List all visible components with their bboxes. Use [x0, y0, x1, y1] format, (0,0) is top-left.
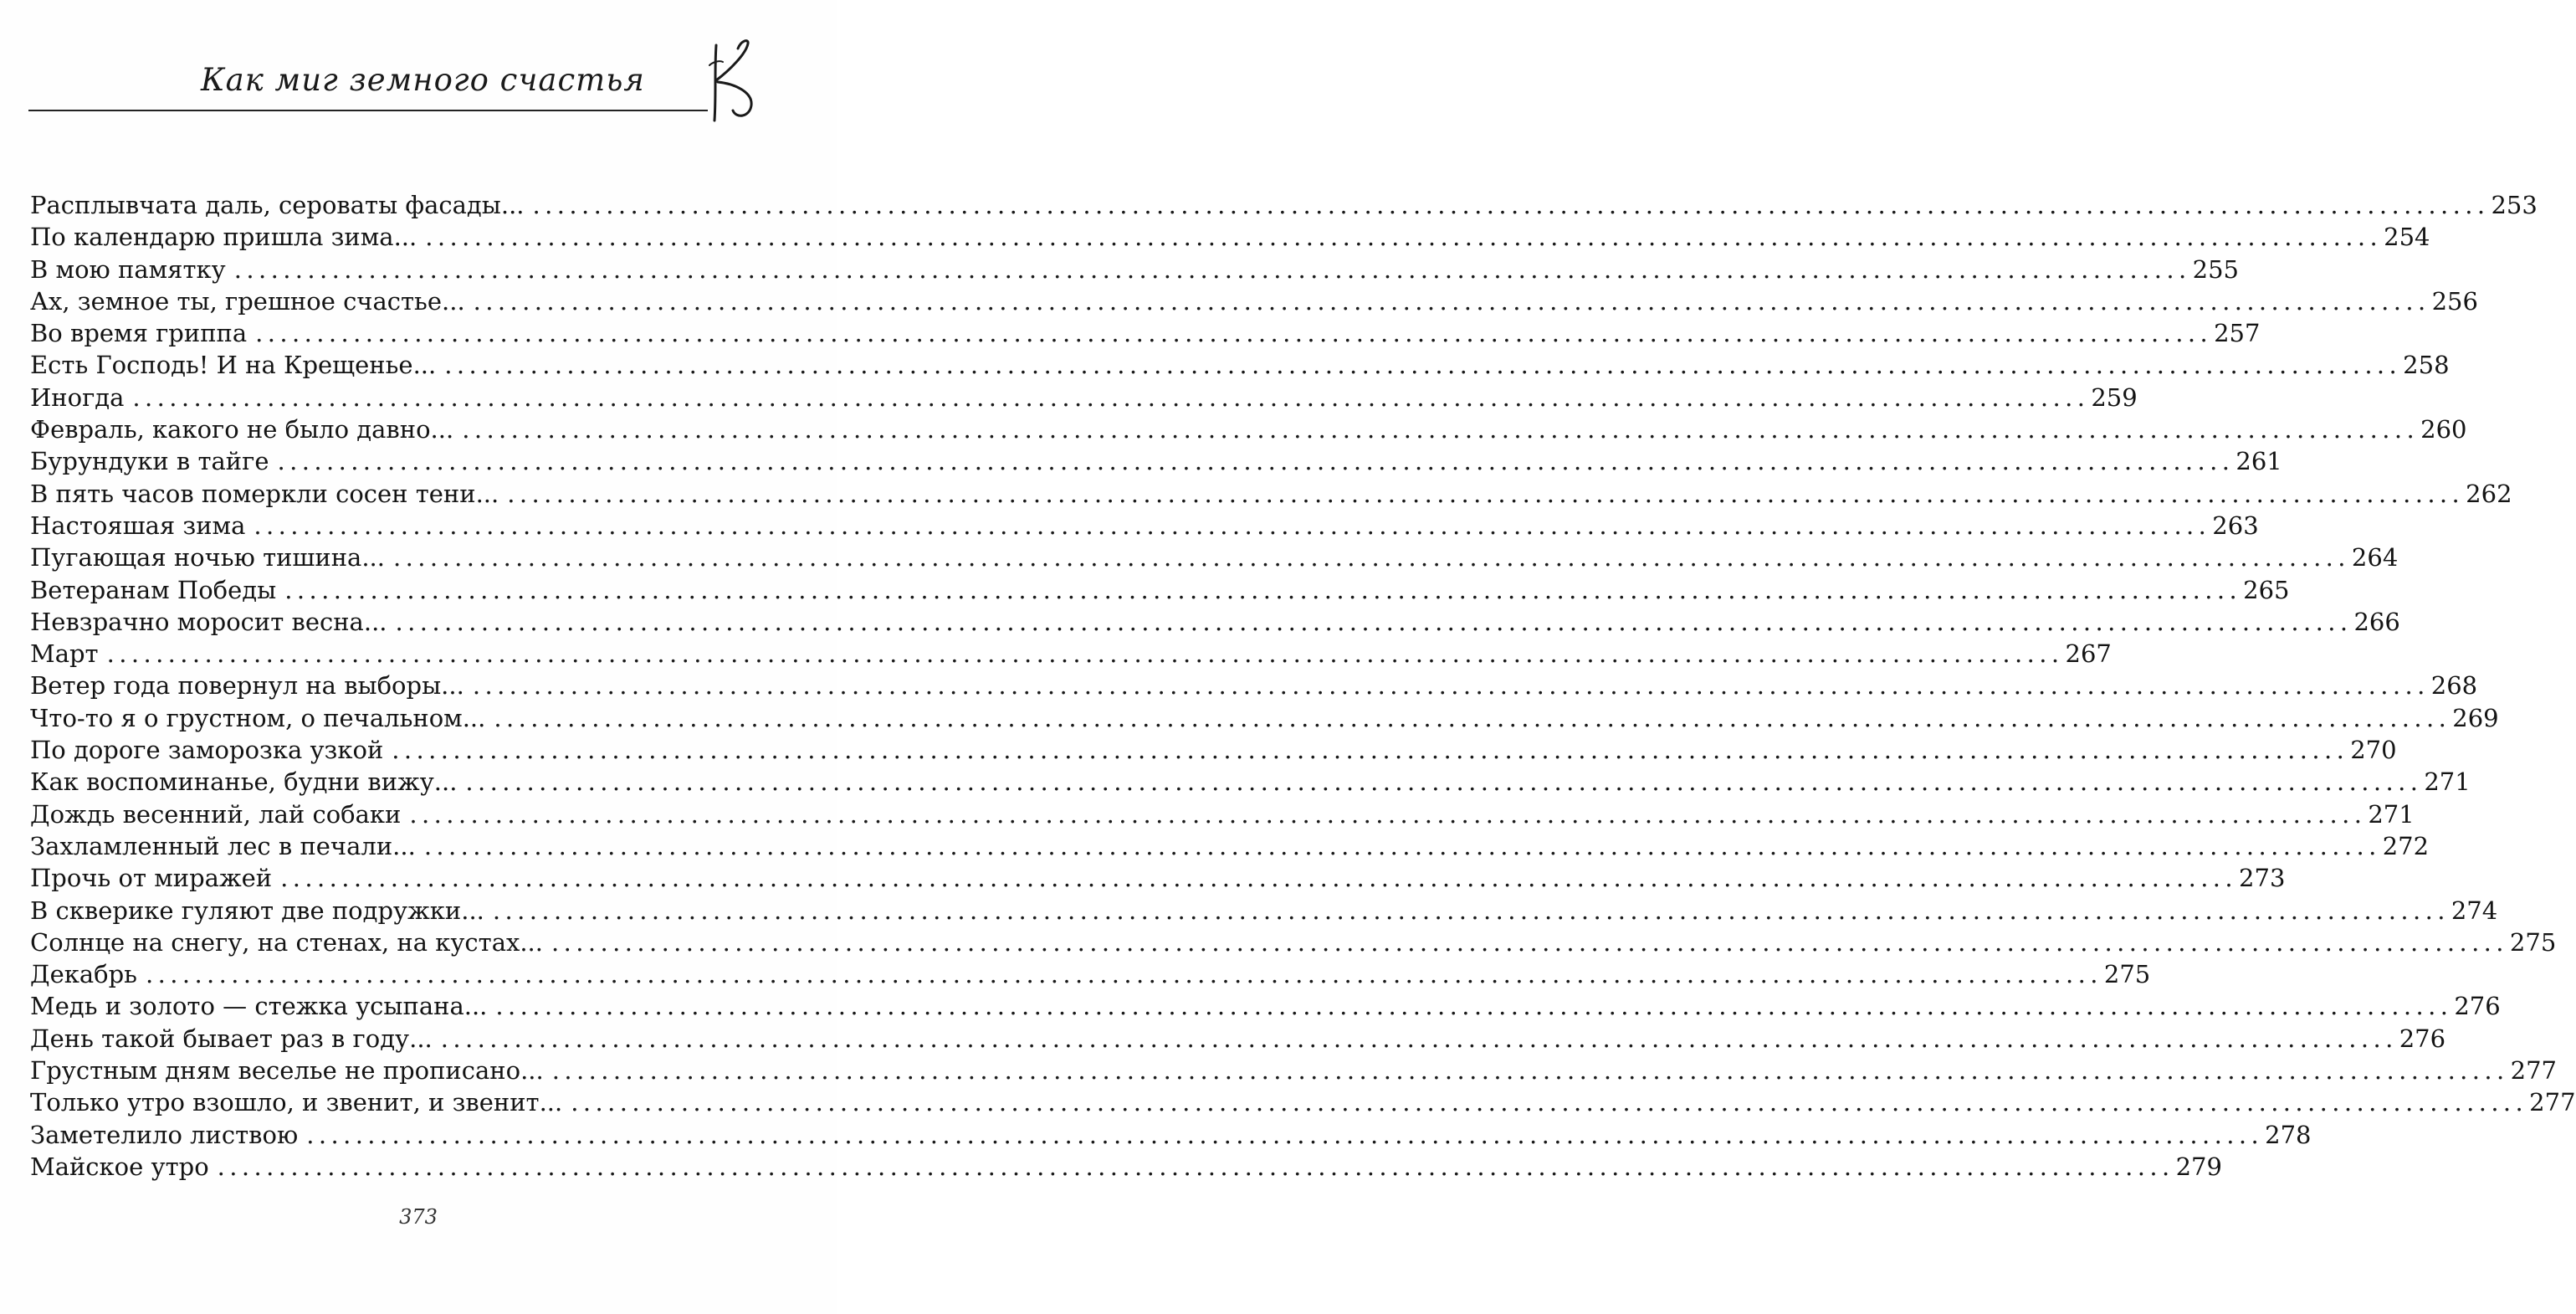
toc-entry	[30, 830, 2430, 862]
dot-leader: ................................................................................................................................................................	[393, 543, 2350, 572]
toc-entry	[30, 317, 2261, 349]
toc-entry	[30, 766, 2471, 798]
toc-entry-page: 257	[2214, 319, 2261, 348]
toc-entry-title: Ветер года повернул на выборы...	[30, 671, 464, 701]
toc-entry-title: Что-то я о грустном, о печальном...	[30, 703, 486, 732]
toc-entry-title: Грустным дням веселье не прописано...	[30, 1056, 544, 1086]
dot-leader: ................................................................................................................................................................	[423, 831, 2381, 860]
toc-entry-page: 267	[2065, 639, 2112, 669]
dot-leader: ................................................................................................................................................................	[233, 254, 2191, 284]
toc-entry-page: 278	[2265, 1120, 2312, 1149]
toc-entry-page: 265	[2243, 575, 2290, 604]
toc-entry	[30, 1055, 2558, 1086]
dot-leader: ................................................................................................................................................................	[444, 351, 2402, 380]
dot-leader: ................................................................................................................................................................	[532, 191, 2490, 219]
dot-leader: ................................................................................................................................................................	[440, 1024, 2398, 1053]
toc-entry	[30, 221, 2430, 253]
header-divider	[28, 110, 708, 111]
toc-entry-page: 254	[2384, 223, 2430, 252]
toc-entry-page: 253	[2491, 191, 2538, 219]
dot-leader: ................................................................................................................................................................	[392, 736, 2349, 765]
toc-entry-title: Захламленный лес в печали...	[30, 831, 416, 860]
dot-leader: ................................................................................................................................................................	[145, 960, 2102, 989]
dot-leader: ................................................................................................................................................................	[255, 319, 2213, 348]
running-header-title: Как миг земного счастья	[201, 62, 645, 98]
dot-leader: ................................................................................................................................................................	[551, 1056, 2509, 1086]
toc-entry-page: 273	[2239, 864, 2286, 893]
toc-entry	[30, 1023, 2446, 1055]
toc-entry-title: Как воспоминанье, будни вижу...	[30, 767, 458, 797]
toc-entry-title: В скверике гуляют две подружки...	[30, 896, 484, 925]
dot-leader: ................................................................................................................................................................	[465, 767, 2423, 797]
dot-leader: ................................................................................................................................................................	[284, 575, 2242, 604]
dot-leader: ................................................................................................................................................................	[551, 927, 2508, 957]
section-letter-glyph	[704, 37, 763, 129]
toc-entry-page: 271	[2368, 799, 2415, 829]
toc-entry	[30, 638, 2112, 670]
table-of-contents	[30, 189, 2576, 1183]
toc-entry-page: 261	[2235, 447, 2282, 476]
toc-entry-page: 271	[2424, 767, 2471, 797]
toc-entry-title: Есть Господь! И на Крещенье...	[30, 351, 437, 380]
toc-entry	[30, 926, 2557, 958]
toc-entry	[30, 1086, 2576, 1118]
toc-entry-page: 277	[2510, 1056, 2558, 1086]
toc-entry	[30, 574, 2290, 606]
toc-entry	[30, 510, 2259, 542]
toc-entry-page: 275	[2103, 960, 2151, 989]
toc-entry-title: Прочь от миражей	[30, 864, 273, 893]
toc-entry-page: 258	[2403, 351, 2450, 380]
toc-entry	[30, 1119, 2312, 1151]
toc-entry-title: Солнце на снегу, на стенах, на кустах...	[30, 927, 543, 957]
toc-entry-title: Медь и золото — стежка усыпана...	[30, 992, 488, 1021]
toc-entry-title: Настояшая зима	[30, 511, 246, 540]
toc-entry-title: Март	[30, 639, 99, 669]
dot-leader: ................................................................................................................................................................	[277, 447, 2235, 476]
running-header	[0, 0, 837, 134]
toc-entry-title: Ветеранам Победы	[30, 575, 277, 604]
dot-leader: ................................................................................................................................................................	[462, 415, 2420, 444]
toc-entry-page: 260	[2420, 415, 2467, 444]
dot-leader: ................................................................................................................................................................	[217, 1152, 2174, 1181]
toc-entry	[30, 349, 2450, 381]
toc-entry-title: В мою памятку	[30, 254, 226, 284]
toc-entry-title: Ах, земное ты, грешное счастье...	[30, 286, 465, 316]
toc-entry-title: Дождь весенний, лай собаки	[30, 799, 402, 829]
toc-entry-title: День такой бывает раз в году...	[30, 1024, 433, 1053]
dot-leader: ................................................................................................................................................................	[473, 286, 2430, 316]
page-number: 373	[399, 1205, 438, 1229]
toc-entry	[30, 254, 2239, 285]
toc-entry	[30, 1151, 2222, 1183]
toc-entry	[30, 285, 2478, 317]
toc-entry	[30, 478, 2512, 510]
dot-leader: ................................................................................................................................................................	[306, 1120, 2264, 1149]
toc-entry-page: 255	[2192, 254, 2239, 284]
toc-entry	[30, 382, 2138, 413]
toc-entry-page: 269	[2452, 703, 2499, 732]
toc-entry-page: 259	[2091, 382, 2138, 412]
toc-entry-page: 275	[2509, 927, 2557, 957]
dot-leader: ................................................................................................................................................................	[132, 382, 2090, 412]
toc-entry-page: 277	[2529, 1088, 2576, 1117]
toc-entry-title: Февраль, какого не было давно...	[30, 415, 454, 444]
toc-entry	[30, 606, 2400, 638]
toc-entry-title: По дороге заморозка узкой	[30, 736, 384, 765]
toc-entry-title: Бурундуки в тайге	[30, 447, 269, 476]
toc-entry-title: По календарю пришла зима...	[30, 223, 417, 252]
toc-entry	[30, 445, 2282, 477]
toc-entry-page: 270	[2350, 736, 2397, 765]
dot-leader: ................................................................................................................................................................	[106, 639, 2064, 669]
toc-entry-title: Иногда	[30, 382, 125, 412]
toc-entry-title: Декабрь	[30, 960, 137, 989]
toc-entry-page: 263	[2212, 511, 2259, 540]
toc-entry-title: Во время гриппа	[30, 319, 248, 348]
toc-entry	[30, 990, 2501, 1022]
toc-entry-title: Только утро взошло, и звенит, и звенит...	[30, 1088, 563, 1117]
dot-leader: ................................................................................................................................................................	[495, 992, 2453, 1021]
toc-entry-page: 279	[2175, 1152, 2222, 1181]
dot-leader: ................................................................................................................................................................	[571, 1088, 2528, 1117]
toc-entry-page: 274	[2451, 896, 2498, 925]
toc-entry-page: 276	[2454, 992, 2501, 1021]
toc-entry	[30, 958, 2151, 990]
toc-entry	[30, 702, 2499, 734]
dot-leader: ................................................................................................................................................................	[472, 671, 2430, 701]
dot-leader: ................................................................................................................................................................	[254, 511, 2211, 540]
dot-leader: ................................................................................................................................................................	[425, 223, 2383, 252]
toc-entry	[30, 413, 2467, 445]
toc-entry-page: 266	[2353, 607, 2400, 636]
dot-leader: ................................................................................................................................................................	[492, 896, 2450, 925]
toc-entry-page: 276	[2399, 1024, 2446, 1053]
toc-entry	[30, 895, 2498, 926]
toc-entry-title: Майское утро	[30, 1152, 209, 1181]
toc-entry-title: Пугающая ночью тишина...	[30, 543, 385, 572]
toc-entry-title: Расплывчата даль, сероваты фасады...	[30, 191, 525, 219]
toc-entry	[30, 670, 2478, 701]
toc-entry	[30, 862, 2286, 894]
toc-entry	[30, 542, 2399, 573]
toc-entry-page: 264	[2351, 543, 2399, 572]
toc-entry-title: Заметелило листвою	[30, 1120, 299, 1149]
dot-leader: ................................................................................................................................................................	[494, 703, 2451, 732]
toc-entry-title: В пять часов померкли сосен тени...	[30, 479, 499, 508]
toc-entry	[30, 734, 2397, 766]
dot-leader: ................................................................................................................................................................	[280, 864, 2238, 893]
toc-entry	[30, 189, 2538, 221]
toc-entry	[30, 798, 2415, 830]
toc-entry-page: 272	[2382, 831, 2430, 860]
dot-leader: ................................................................................................................................................................	[395, 607, 2353, 636]
toc-entry-page: 256	[2431, 286, 2478, 316]
toc-entry-page: 262	[2466, 479, 2512, 508]
toc-entry-title: Невзрачно моросит весна...	[30, 607, 387, 636]
dot-leader: ................................................................................................................................................................	[409, 799, 2367, 829]
dot-leader: ................................................................................................................................................................	[507, 479, 2465, 508]
toc-entry-page: 268	[2430, 671, 2478, 701]
